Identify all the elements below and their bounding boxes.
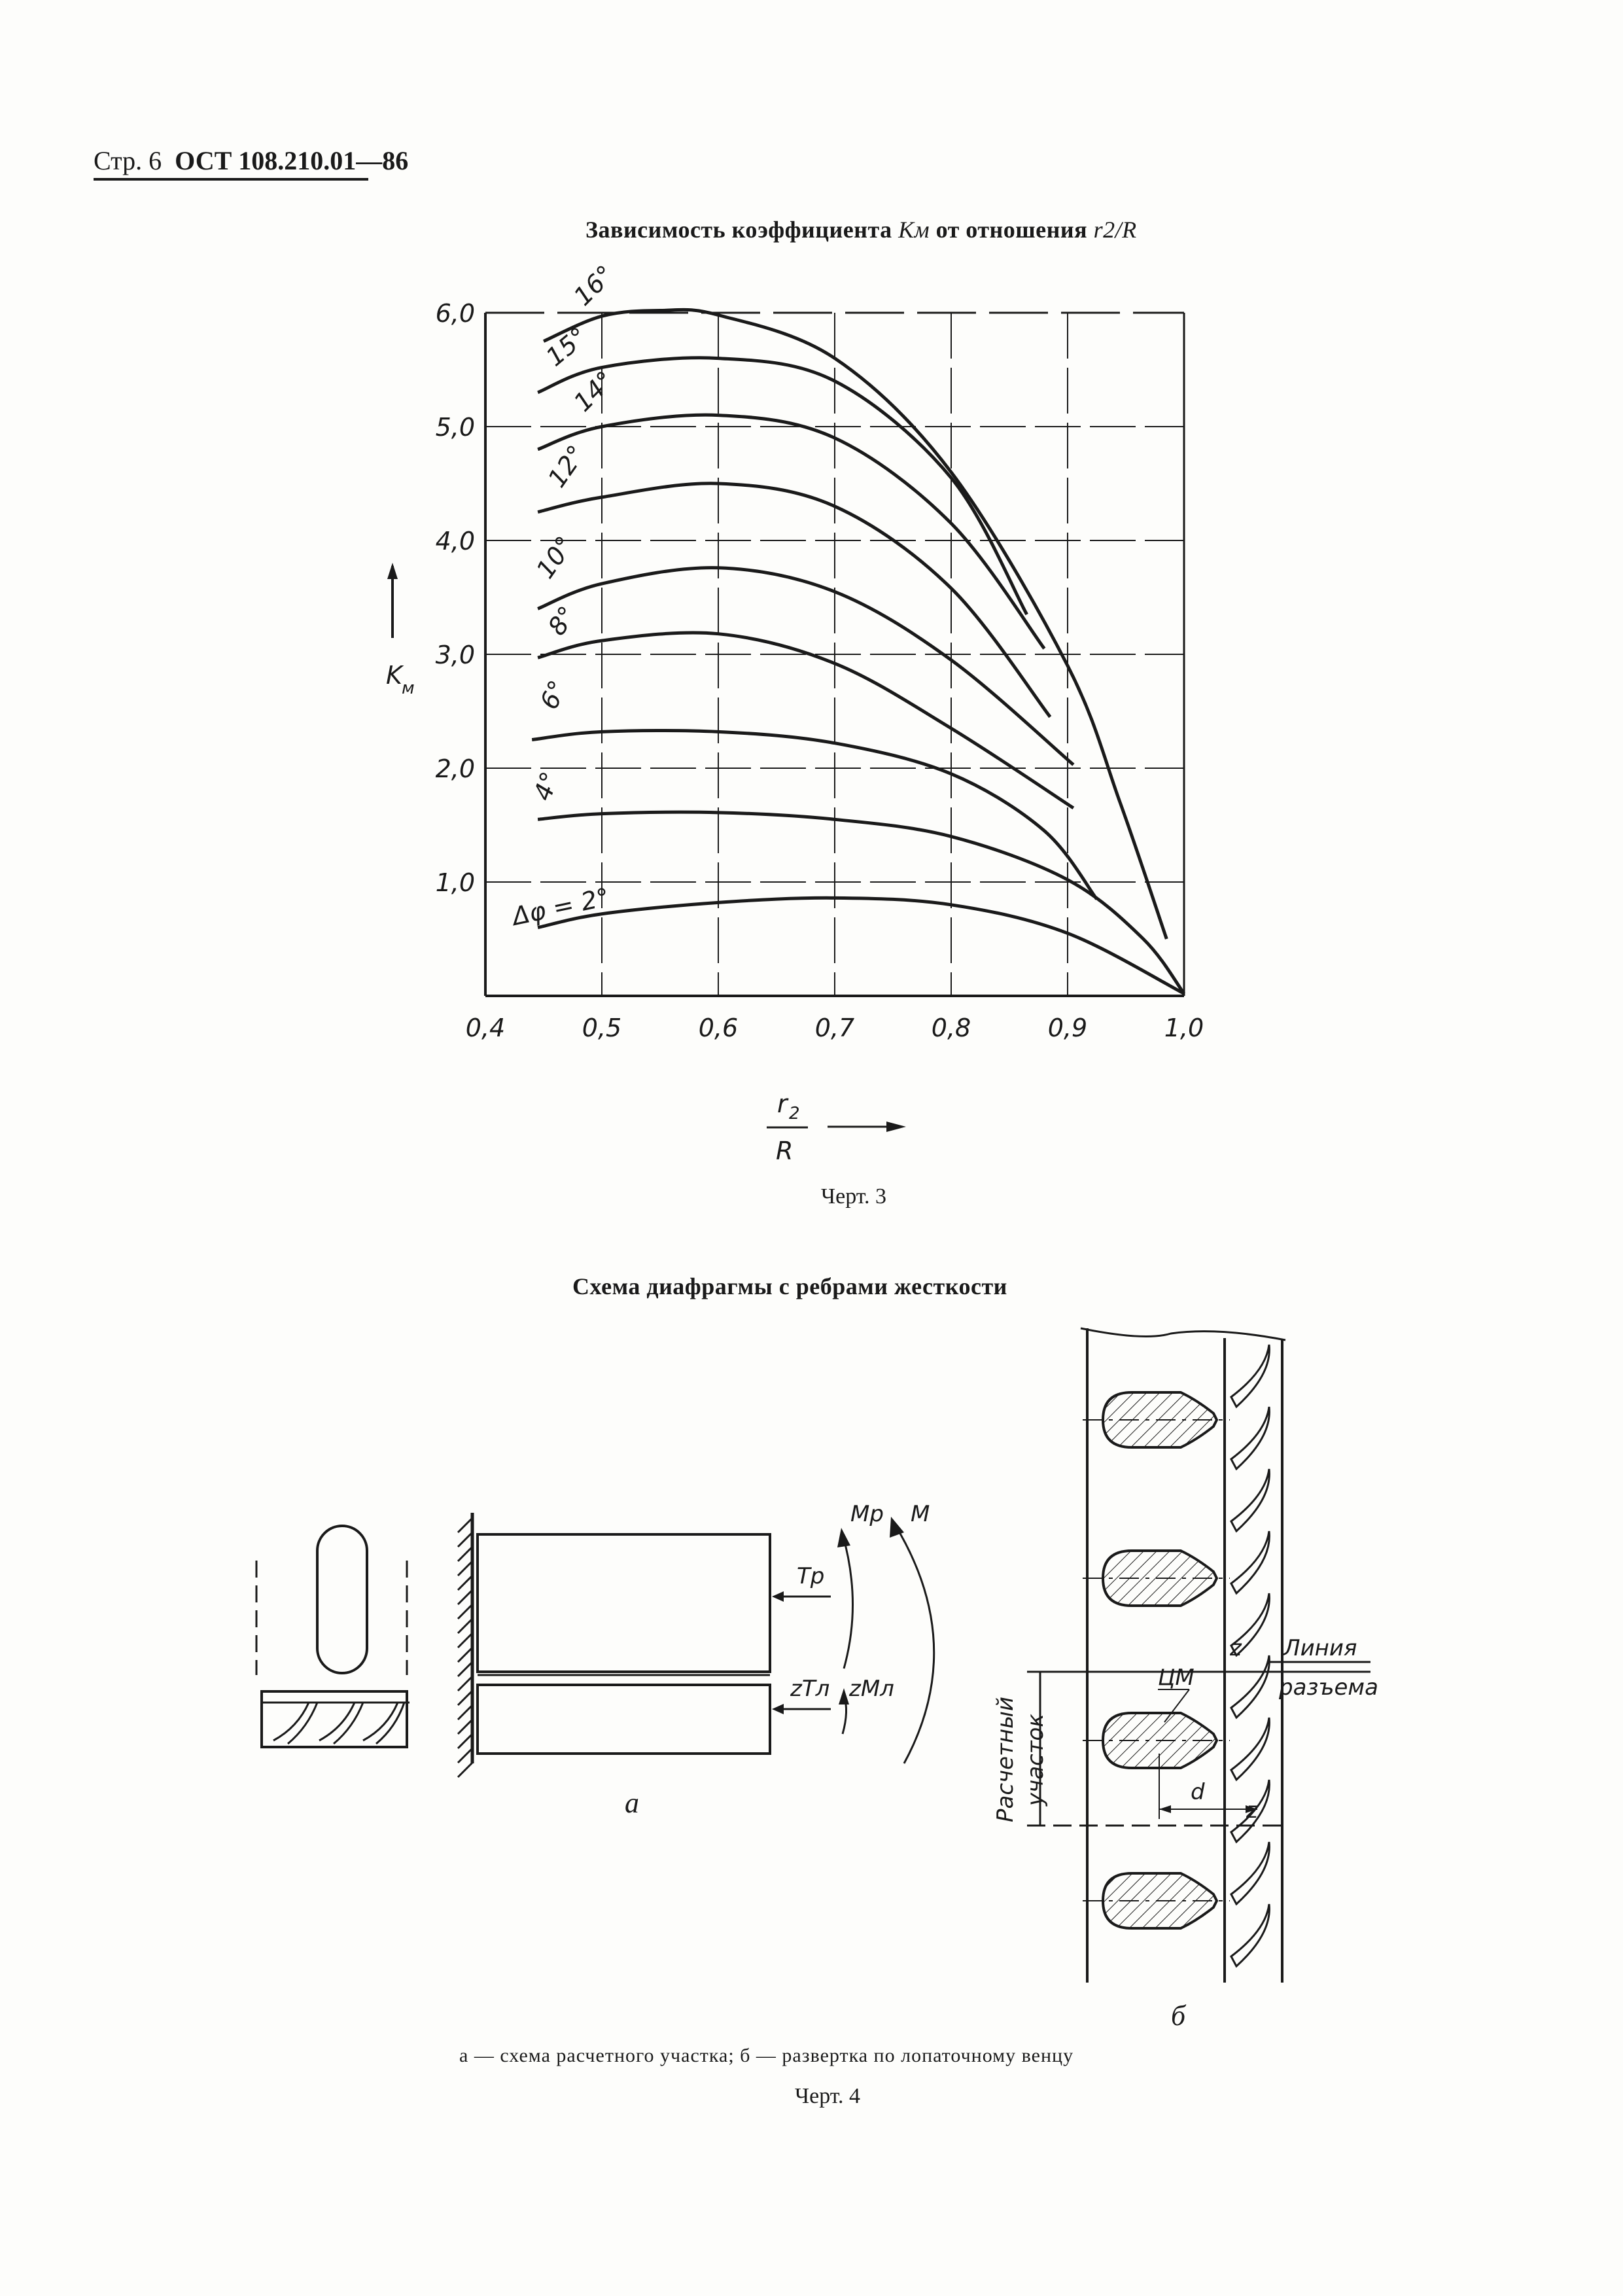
x-tick-label: 0,5 (582, 1014, 622, 1042)
blade-profile (1231, 1531, 1269, 1593)
hatch-line (458, 1720, 472, 1734)
chart-title-middle: от отношения (935, 217, 1088, 243)
label-z-bottom: z (1246, 1797, 1258, 1824)
lower-member (478, 1685, 770, 1754)
series-line (538, 898, 1184, 993)
load-m: M (911, 1501, 930, 1527)
curve-label: 4° (528, 768, 565, 805)
chart-caption: Черт. 3 (821, 1184, 887, 1209)
ztl-arrow-icon (772, 1704, 784, 1714)
hatch-line (458, 1734, 472, 1748)
hatch-line (458, 1648, 472, 1662)
upper-member (478, 1534, 770, 1672)
curve-label: 15° (540, 321, 593, 372)
blade-profile (1231, 1469, 1269, 1531)
load-tp: Tp (797, 1563, 825, 1589)
y-tick-label: 4,0 (435, 527, 475, 556)
km-chart (386, 260, 1204, 1165)
hatch-line (458, 1619, 472, 1633)
x-tick-label: 0,9 (1047, 1014, 1088, 1042)
hatch-line (458, 1763, 472, 1777)
x-tick-label: 0,6 (698, 1014, 739, 1042)
y-tick-label: 3,0 (435, 641, 475, 669)
y-tick-label: 6,0 (435, 299, 475, 328)
curve-label: 14° (568, 365, 620, 417)
y-tick-label: 2,0 (435, 754, 475, 783)
sketch-blade-3 (363, 1703, 404, 1744)
chart-title-symbol: Kм (898, 217, 930, 243)
tp-arrow-icon (772, 1591, 784, 1602)
series-line (538, 484, 1050, 717)
series-line (544, 309, 1166, 939)
zml-arc-arrow-icon (839, 1688, 849, 1704)
hatch-line (458, 1662, 472, 1676)
sketch-blade-2 (319, 1703, 363, 1744)
y-axis-arrow-icon (387, 563, 398, 579)
y-tick-label: 5,0 (435, 413, 475, 442)
mp-arc-arrow-icon (837, 1528, 850, 1547)
y-axis-label-group (386, 563, 415, 698)
page-number: Стр. 6 (94, 146, 162, 175)
label-cm: ЦМ (1158, 1665, 1195, 1691)
blade-profile (1231, 1345, 1269, 1407)
hatch-line (458, 1705, 472, 1720)
standard-number: ОСТ 108.210.01—86 (175, 146, 409, 175)
blade-profile (1231, 1842, 1269, 1904)
series-line (538, 812, 1184, 993)
hatch-line (458, 1518, 472, 1532)
hatch-line (458, 1547, 472, 1561)
diagram-section-sketch (256, 1526, 410, 1747)
blade-profile (1231, 1904, 1269, 1966)
x-axis-label-group (767, 1089, 906, 1165)
sketch-blade-1 (273, 1703, 317, 1744)
strip-top-break (1081, 1328, 1285, 1340)
x-tick-label: 0,4 (465, 1014, 506, 1042)
chart-title-prefix: Зависимость коэффициента (585, 217, 892, 243)
curve-label: 16° (568, 259, 620, 311)
mp-arc (843, 1534, 853, 1669)
x-axis-label-den: R (776, 1137, 794, 1165)
diagram-b-development (992, 1328, 1378, 2032)
label-raschet-1: Расчетный (992, 1696, 1019, 1822)
y-axis-label-sub: м (402, 679, 415, 698)
x-axis-label-num: r (777, 1089, 788, 1118)
y-axis-label: K (386, 661, 402, 690)
y-tick-label: 1,0 (435, 868, 475, 897)
sketch-blade-band (262, 1691, 407, 1747)
label-b: б (1171, 2000, 1186, 2032)
chart-title-ratio: r2/R (1093, 217, 1137, 243)
label-z-top: z (1230, 1635, 1242, 1661)
hatch-line (458, 1532, 472, 1547)
label-liniya: Линия (1283, 1635, 1357, 1661)
sketch-slot-oval (317, 1526, 367, 1673)
x-tick-label: 1,0 (1164, 1014, 1204, 1042)
load-ztl: zTл (790, 1676, 830, 1702)
chart-tick-labels (436, 299, 1204, 1042)
curve-label: 10° (531, 531, 580, 584)
curve-label: Δφ = 2° (510, 882, 612, 931)
diagram-a-scheme (458, 1501, 934, 1819)
hatch-line (458, 1590, 472, 1604)
x-axis-label-num-sub: 2 (789, 1104, 800, 1123)
hatch-line (458, 1633, 472, 1648)
diagram-legend: а — схема расчетного участка; б — развертка по лопаточному венцу (459, 2045, 1074, 2066)
m-arc (895, 1525, 934, 1763)
curve-label: 12° (542, 440, 591, 493)
series-line (538, 568, 1073, 765)
wall-hatching (458, 1518, 472, 1777)
load-mp: Mp (850, 1501, 884, 1527)
hatch-line (458, 1576, 472, 1590)
series-line (538, 633, 1073, 808)
hatch-line (458, 1676, 472, 1691)
curve-label: 8° (542, 601, 582, 641)
blade-profile (1231, 1407, 1269, 1469)
rib-sections (1083, 1392, 1230, 1928)
hatch-line (458, 1691, 472, 1705)
d-arrow-left-icon (1159, 1805, 1171, 1813)
hatch-line (458, 1604, 472, 1619)
label-raschet-2: участок (1022, 1714, 1049, 1806)
diagram-title: Схема диафрагмы с ребрами жесткости (572, 1273, 1007, 1299)
label-d: d (1191, 1779, 1205, 1805)
x-tick-label: 0,8 (931, 1014, 971, 1042)
x-axis-arrow-icon (886, 1122, 906, 1132)
diagram-caption: Черт. 4 (795, 2084, 861, 2108)
hatch-line (458, 1748, 472, 1763)
label-razema: разъема (1279, 1674, 1378, 1701)
label-a: а (625, 1787, 639, 1819)
chart-series (532, 309, 1184, 993)
curve-label: 6° (534, 676, 573, 714)
m-arc-arrow-icon (890, 1517, 904, 1538)
x-tick-label: 0,7 (814, 1014, 855, 1042)
load-zml: zMл (849, 1676, 894, 1702)
series-line (538, 415, 1044, 648)
hatch-line (458, 1561, 472, 1576)
blade-profile (1231, 1655, 1269, 1718)
blade-profile (1231, 1718, 1269, 1780)
